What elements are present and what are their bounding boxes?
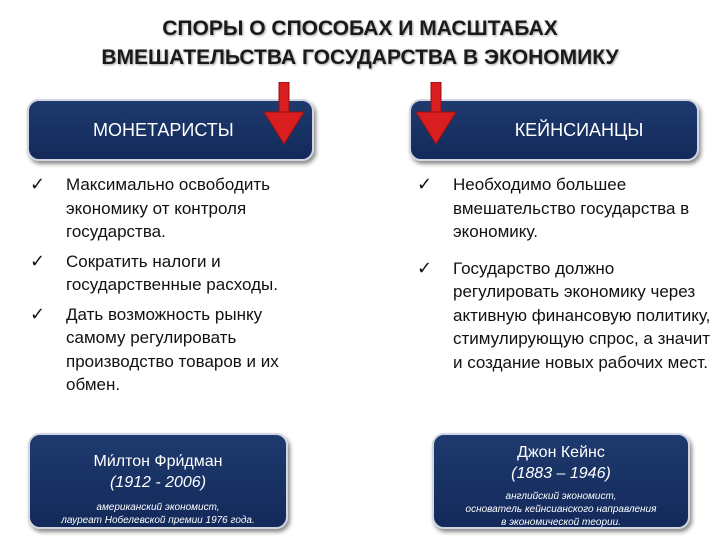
person-years: (1883 – 1946) [511, 465, 611, 482]
checkmark-icon: ✓ [30, 303, 46, 324]
keynesians-header-label: КЕЙНСИАНЦЫ [514, 119, 644, 140]
list-item: ✓ Максимально освободить экономику от контроля государства. [30, 174, 271, 241]
checkmark-icon: ✓ [417, 174, 433, 194]
title-line-2: ВМЕШАТЕЛЬСТВА ГОСУДАРСТВА В ЭКОНОМИКУ [101, 46, 619, 69]
list-item: ✓ Необходимо большее вмешательство государства в экономику. [417, 174, 690, 241]
list-item: ✓ Дать возможность рынку самому регулировать производство товаров и их обмен. [30, 303, 279, 394]
person-description: английский экономист, основатель кейнсианского направления в экономической теории. [465, 491, 657, 528]
keynes-card [432, 433, 690, 529]
page-title [0, 14, 720, 72]
down-arrow-icon [414, 82, 458, 146]
checkmark-icon: ✓ [30, 250, 46, 271]
person-name: Ми́лтон Фри́дман [93, 453, 223, 470]
person-years: (1912 - 2006) [109, 474, 207, 491]
person-description: американский экономист, лауреат Нобелевской премии 1976 года. [61, 502, 255, 526]
list-item: ✓ Государство должно регулировать экономику через активную финансовую политику, стимулирующую спрос, а значит и создание новых рабочих мест. [417, 257, 711, 372]
monetarists-list [28, 173, 318, 403]
checkmark-icon: ✓ [30, 174, 46, 194]
list-item: ✓ Сократить налоги и государственные расходы. [30, 250, 278, 294]
keynesians-list [415, 173, 711, 387]
person-name: Джон Кейнс [517, 444, 605, 461]
title-line-1: СПОРЫ О СПОСОБАХ И МАСШТАБАХ [162, 17, 558, 40]
monetarists-header-label: МОНЕТАРИСТЫ [93, 119, 234, 140]
checkmark-icon: ✓ [417, 257, 433, 278]
down-arrow-icon [262, 82, 306, 146]
friedman-card [28, 433, 288, 529]
